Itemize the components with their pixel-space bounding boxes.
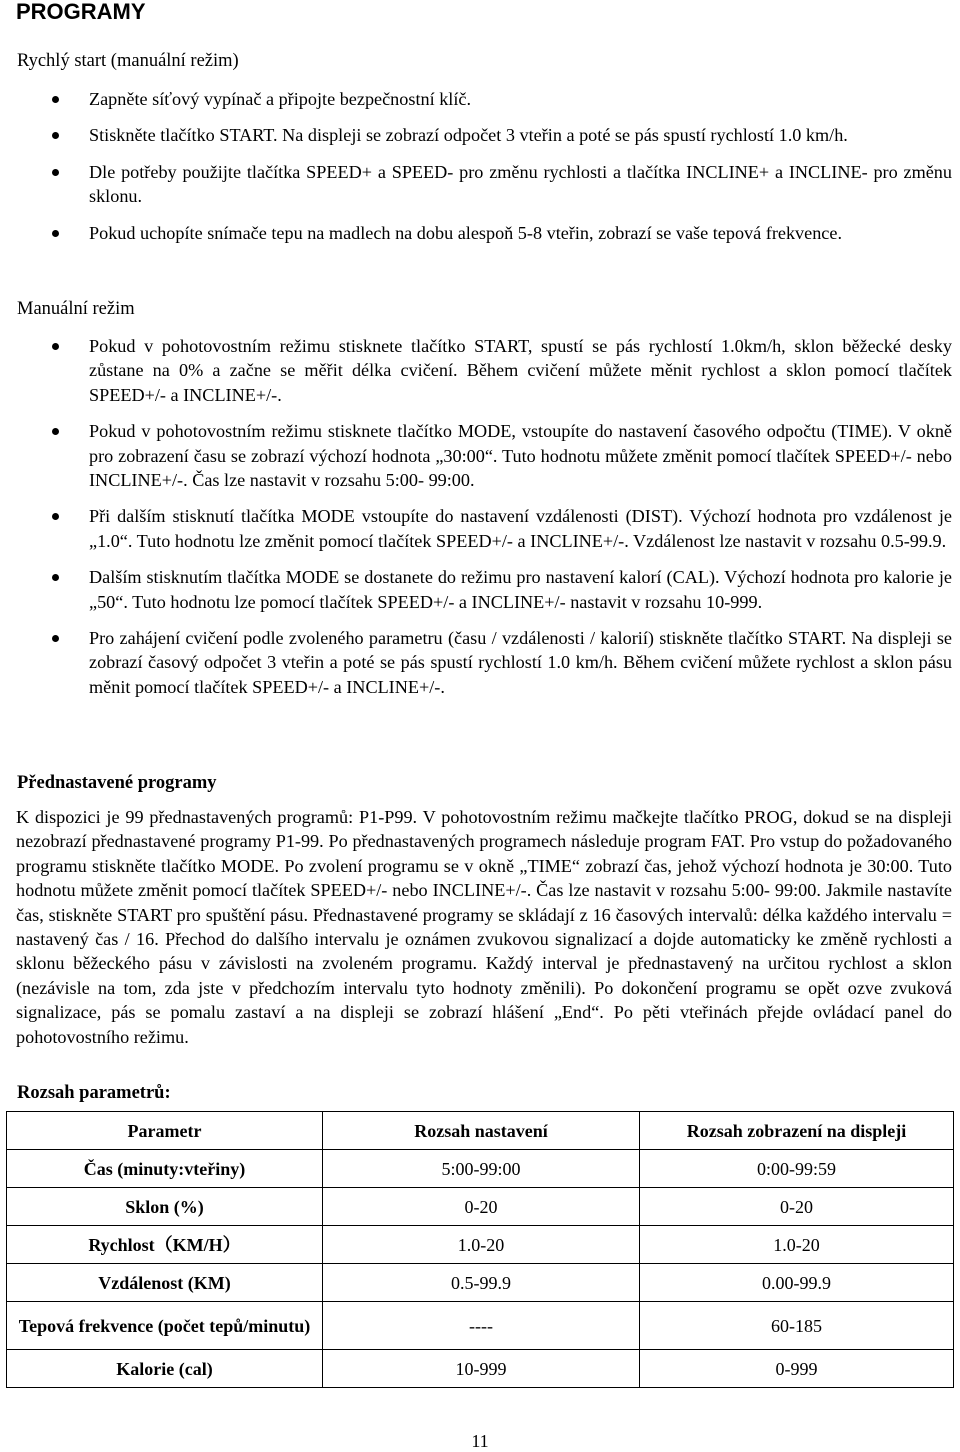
bullet-icon (52, 343, 59, 350)
display-range-cell: 0-999 (640, 1350, 954, 1388)
parameter-cell: Čas (minuty:vteřiny) (7, 1150, 323, 1188)
section-heading-param-range: Rozsah parametrů: (17, 1083, 171, 1103)
display-range-cell: 0:00-99:59 (640, 1150, 954, 1188)
display-range-cell: 60-185 (640, 1302, 954, 1350)
table-row (7, 1188, 954, 1226)
page-title: PROGRAMY (16, 0, 146, 24)
bullet-icon (52, 230, 59, 237)
list-item: Pokud uchopíte snímače tepu na madlech na dobu alespoň 5-8 vteřin, zobrazí se vaše tepová frekvence. (0, 221, 960, 245)
table-row (7, 1264, 954, 1302)
setting-range-cell: 0-20 (323, 1188, 640, 1226)
page-number: 11 (471, 1431, 489, 1451)
table-row (7, 1350, 954, 1388)
display-range-cell: 0.00-99.9 (640, 1264, 954, 1302)
list-item: Pro zahájení cvičení podle zvoleného parametru (času / vzdálenosti / kalorií) stiskněte tlačítko START. Na displeji se zobrazí časový odpočet 3 vteřin a poté se pás spustí rychlostí 1.0 km/h. Během cvičení můžete rychlost a sklon pásu měnit pomocí tlačítek SPEED+/- a INCLINE+/-. (0, 626, 960, 699)
parameter-cell: Rychlost（KM/H） (7, 1226, 323, 1264)
parameter-cell: Sklon (%) (7, 1188, 323, 1226)
column-header-display-range: Rozsah zobrazení na displeji (640, 1112, 954, 1150)
section-heading-manual-mode: Manuální režim (17, 299, 135, 319)
bullet-icon (52, 635, 59, 642)
manual-mode-list (0, 334, 960, 699)
quick-start-list (0, 87, 960, 245)
bullet-icon (52, 169, 59, 176)
list-item: Při dalším stisknutí tlačítka MODE vstoupíte do nastavení vzdálenosti (DIST). Výchozí hodnota pro vzdálenost je „1.0“. Tuto hodnotu lze změnit pomocí tlačítek SPEED+/- a INCLINE+/-. Vzdálenost lze nastavit v rozsahu 0.5-99.9. (0, 504, 960, 553)
setting-range-cell: 1.0-20 (323, 1226, 640, 1264)
table-row (7, 1302, 954, 1350)
bullet-icon (52, 132, 59, 139)
bullet-icon (52, 96, 59, 103)
display-range-cell: 0-20 (640, 1188, 954, 1226)
parameter-range-table (6, 1111, 954, 1388)
list-item: Dalším stisknutím tlačítka MODE se dostanete do režimu pro nastavení kalorí (CAL). Výchozí hodnota pro kalorie je „50“. Tuto hodnotu lze pomocí tlačítek SPEED+/- a INCLINE+/- nastavit v rozsahu 10-999. (0, 565, 960, 614)
parameter-cell: Kalorie (cal) (7, 1350, 323, 1388)
list-item: Stiskněte tlačítko START. Na displeji se zobrazí odpočet 3 vteřin a poté se pás spustí rychlostí 1.0 km/h. (0, 123, 960, 147)
list-item: Zapněte síťový vypínač a připojte bezpečnostní klíč. (0, 87, 960, 111)
parameter-cell: Tepová frekvence (počet tepů/minutu) (7, 1302, 323, 1350)
list-item: Pokud v pohotovostním režimu stisknete tlačítko MODE, vstoupíte do nastavení časového odpočtu (TIME). V okně pro zobrazení času se zobrazí výchozí hodnota „30:00“. Tuto hodnotu můžete změnit pomocí tlačítek SPEED+/- nebo INCLINE+/-. Čas lze nastavit v rozsahu 5:00- 99:00. (0, 419, 960, 492)
setting-range-cell: ---- (323, 1302, 640, 1350)
presets-paragraph: K dispozici je 99 přednastavených programů: P1-P99. V pohotovostním režimu mačkejte tlačítko PROG, dokud se na displeji nezobrazí přednastavené programy P1-99. Po přednastavených programech následuje program FAT. Pro vstup do požadovaného programu stiskněte tlačítko MODE. Po zvolení programu se v okně „TIME“ zobrazí čas, jehož výchozí hodnota je 30:00. Tuto hodnotu můžete změnit pomocí tlačítek SPEED+/- nebo INCLINE+/-. Čas lze nastavit v rozsahu 5:00- 99:00. Jakmile nastavíte čas, stiskněte START pro spuštění pásu. Přednastavené programy se skládají z 16 časových intervalů: délka každého intervalu = nastavený čas / 16. Přechod do dalšího intervalu je oznámen zvukovou signalizací a dojde automaticky ke změně rychlosti a sklonu běžeckého pásu v závislosti na zvoleném programu. Každý interval je přednastavený na určitou rychlost a sklon (nezávisle na tom, zda jste v předchozím intervalu tyto hodnoty změnili). Po dokončení programu se opět ozve zvuková signalizace, pás se pomalu zastaví a na displeji se zobrazí hlášení „End“. Po pěti vteřinách přejde ovládací panel do pohotovostního režimu. (16, 807, 952, 1047)
table-row (7, 1226, 954, 1264)
setting-range-cell: 5:00-99:00 (323, 1150, 640, 1188)
list-item: Dle potřeby použijte tlačítka SPEED+ a SPEED- pro změnu rychlosti a tlačítka INCLINE+ a INCLINE- pro změnu sklonu. (0, 160, 960, 209)
parameter-cell: Vzdálenost (KM) (7, 1264, 323, 1302)
column-header-parameter: Parametr (7, 1112, 323, 1150)
column-header-setting-range: Rozsah nastavení (323, 1112, 640, 1150)
section-heading-quick-start: Rychlý start (manuální režim) (17, 51, 239, 71)
setting-range-cell: 0.5-99.9 (323, 1264, 640, 1302)
bullet-icon (52, 574, 59, 581)
section-heading-presets: Přednastavené programy (17, 773, 217, 793)
table-row (7, 1150, 954, 1188)
table-header-row (7, 1112, 954, 1150)
list-item: Pokud v pohotovostním režimu stisknete tlačítko START, spustí se pás rychlostí 1.0km/h, sklon běžecké desky zůstane na 0% a začne se měřit délka cvičení. Během cvičení můžete měnit rychlost a sklon pomocí tlačítek SPEED+/- a INCLINE+/-. (0, 334, 960, 407)
bullet-icon (52, 428, 59, 435)
setting-range-cell: 10-999 (323, 1350, 640, 1388)
bullet-icon (52, 513, 59, 520)
display-range-cell: 1.0-20 (640, 1226, 954, 1264)
